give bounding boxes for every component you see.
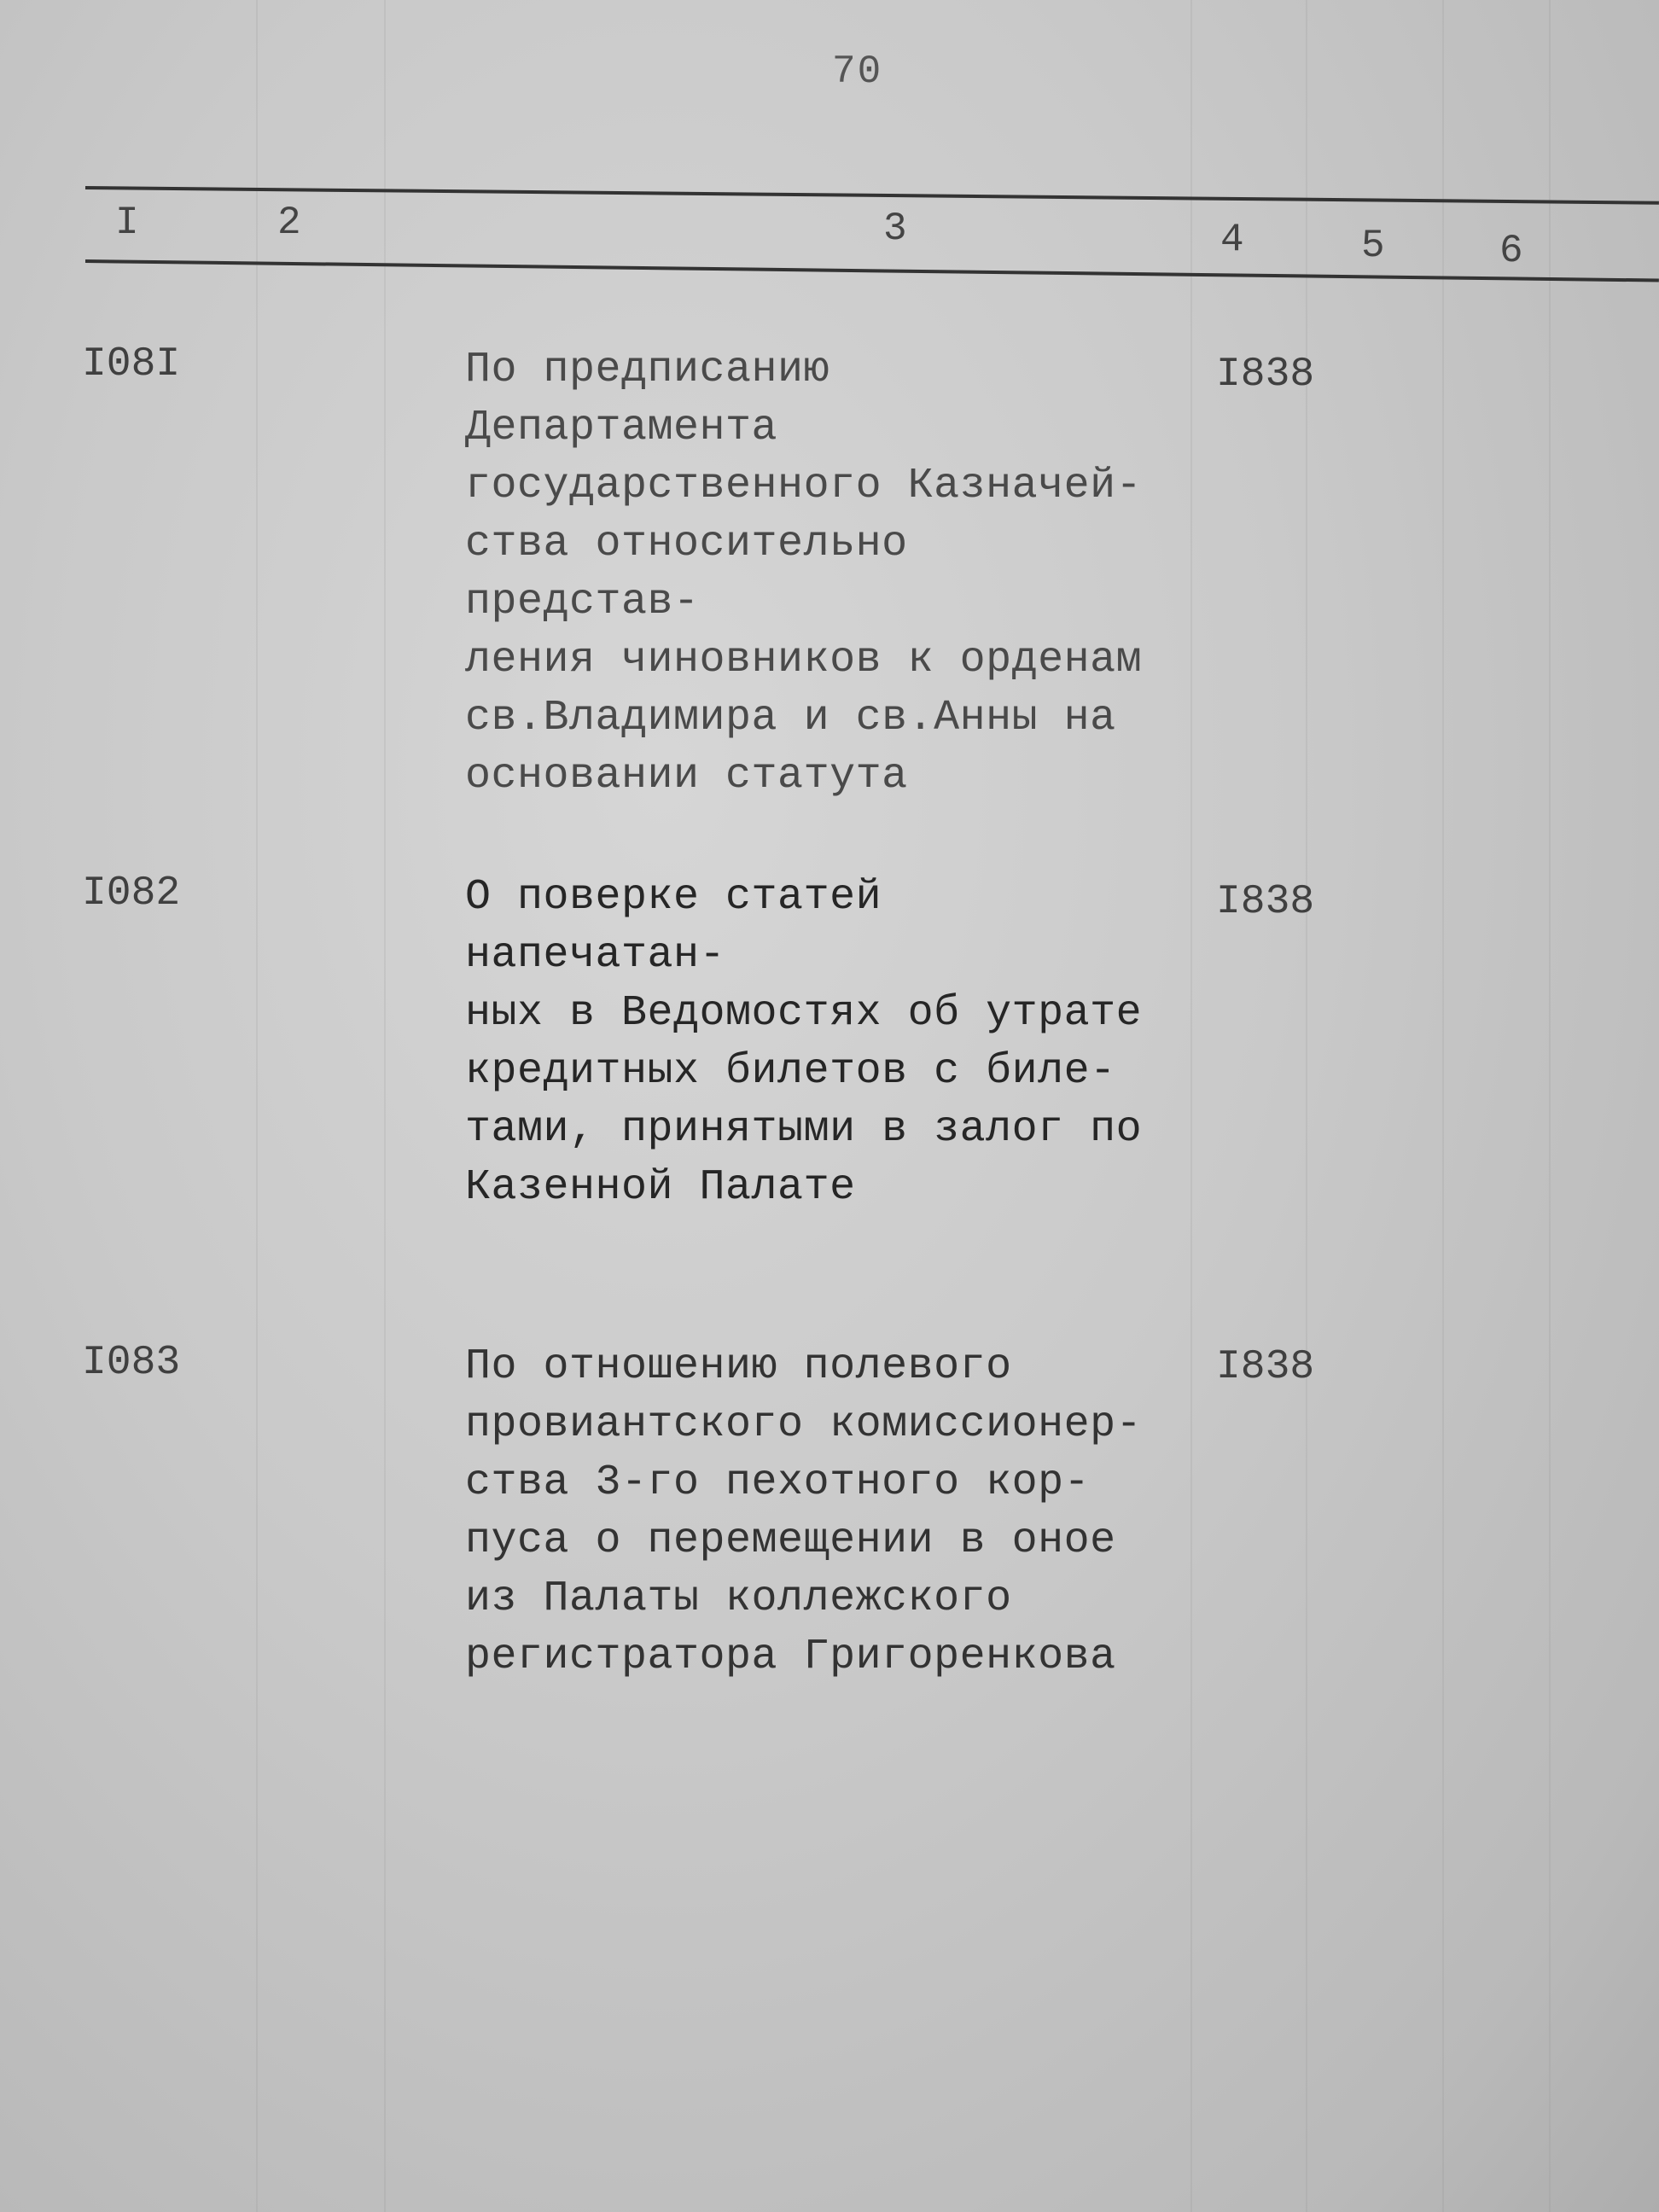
header-bottom-rule bbox=[85, 259, 1659, 282]
entry-description: По предписанию Департамента государственного Казначей- ства относительно представ- ления чиновников к орденам св.Владимира и св.Анны на основании статута bbox=[465, 346, 1143, 800]
column-rule bbox=[384, 0, 386, 2212]
entry-number: I08I bbox=[82, 341, 181, 387]
column-rule bbox=[1549, 0, 1551, 2212]
page-number: 70 bbox=[832, 49, 883, 94]
header-top-rule bbox=[85, 186, 1659, 205]
column-header-4: 4 bbox=[1220, 218, 1244, 262]
column-rule bbox=[1442, 0, 1444, 2212]
column-rule bbox=[1306, 0, 1307, 2212]
column-rule bbox=[256, 0, 258, 2212]
entry-year: I838 bbox=[1216, 352, 1315, 398]
entry-description: По отношению полевого провиантского комиссионер- ства 3-го пехотного кор- пуса о перемещении в оное из Палаты коллежского регистратора Григоренкова bbox=[465, 1342, 1143, 1681]
entry-description: О поверке статей напечатан- ных в Ведомостях об утрате кредитных билетов с биле- тами, принятыми в залог по Казенной Палате bbox=[465, 873, 1143, 1212]
entry-number: I083 bbox=[82, 1340, 181, 1386]
column-header-6: 6 bbox=[1499, 229, 1523, 273]
column-header-2: 2 bbox=[277, 201, 301, 245]
column-header-1: I bbox=[115, 201, 139, 245]
column-header-5: 5 bbox=[1361, 224, 1385, 268]
column-rule bbox=[1190, 0, 1192, 2212]
column-header-3: 3 bbox=[883, 207, 907, 251]
entry-number: I082 bbox=[82, 870, 181, 917]
entry-year: I838 bbox=[1216, 879, 1315, 925]
entry-year: I838 bbox=[1216, 1344, 1315, 1390]
